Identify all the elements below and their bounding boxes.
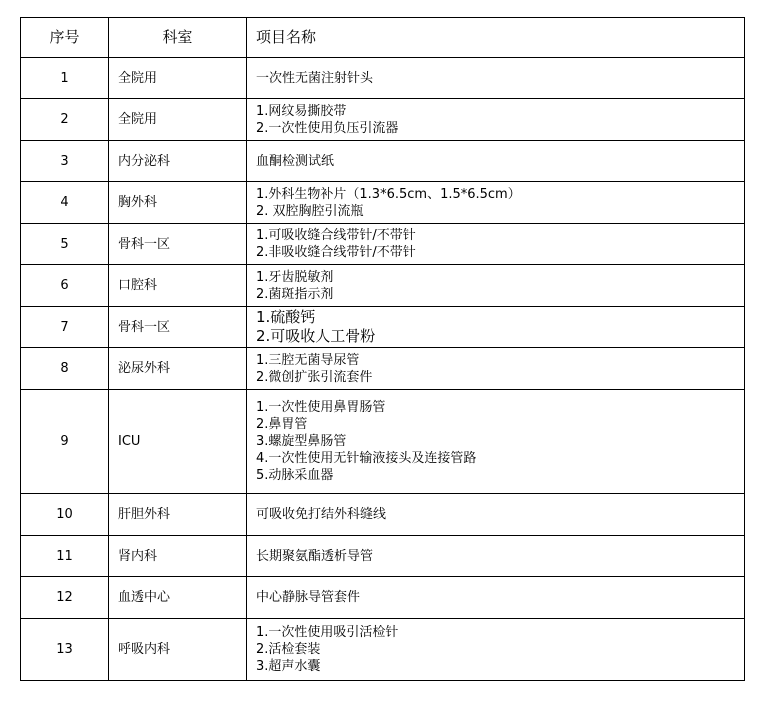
table-row <box>21 390 745 494</box>
row-project <box>247 348 745 390</box>
project-line: 1.可吸收缝合线带针/不带针 <box>256 228 416 243</box>
row-dept: 全院用 <box>109 99 247 141</box>
row-number: 4 <box>21 182 109 224</box>
project-line: 3.超声水囊 <box>256 659 321 674</box>
table-row <box>21 536 745 577</box>
row-number: 12 <box>21 577 109 619</box>
project-line: 3.螺旋型鼻肠管 <box>256 434 347 449</box>
header-no: 序号 <box>21 18 109 58</box>
row-project <box>247 58 745 99</box>
table-row <box>21 348 745 390</box>
table-row <box>21 619 745 681</box>
row-number: 2 <box>21 99 109 141</box>
row-dept: 内分泌科 <box>109 141 247 182</box>
project-line: 2.可吸收人工骨粉 <box>256 327 376 345</box>
row-dept: 呼吸内科 <box>109 619 247 681</box>
project-line: 一次性无菌注射针头 <box>256 70 374 86</box>
project-line: 1.外科生物补片（1.3*6.5cm、1.5*6.5cm） <box>256 186 521 202</box>
row-project <box>247 307 745 348</box>
row-project <box>247 141 745 182</box>
row-number: 1 <box>21 58 109 99</box>
row-number: 5 <box>21 224 109 265</box>
row-number: 9 <box>21 390 109 494</box>
row-number: 6 <box>21 265 109 307</box>
header-project: 项目名称 <box>247 18 745 58</box>
project-line: 2.一次性使用负压引流器 <box>256 120 399 136</box>
row-project <box>247 224 745 265</box>
project-line: 1.一次性使用吸引活检针 <box>256 625 399 640</box>
row-project <box>247 619 745 681</box>
project-line: 5.动脉采血器 <box>256 468 334 483</box>
project-line: 4.一次性使用无针输液接头及连接管路 <box>256 451 477 466</box>
row-number: 3 <box>21 141 109 182</box>
row-project <box>247 536 745 577</box>
row-dept: ICU <box>109 390 247 494</box>
table-row <box>21 577 745 619</box>
row-number: 7 <box>21 307 109 348</box>
row-project <box>247 390 745 494</box>
row-dept: 泌尿外科 <box>109 348 247 390</box>
row-dept: 骨科一区 <box>109 307 247 348</box>
row-number: 13 <box>21 619 109 681</box>
row-dept: 胸外科 <box>109 182 247 224</box>
project-line: 长期聚氨酯透析导管 <box>256 548 374 564</box>
row-number: 11 <box>21 536 109 577</box>
project-line: 1.一次性使用鼻胃肠管 <box>256 400 386 415</box>
table-row <box>21 224 745 265</box>
row-dept: 血透中心 <box>109 577 247 619</box>
table-row <box>21 182 745 224</box>
project-line: 2.微创扩张引流套件 <box>256 369 373 385</box>
table-row <box>21 307 745 348</box>
table-row <box>21 141 745 182</box>
row-project <box>247 494 745 536</box>
project-line: 2.鼻胃管 <box>256 417 308 432</box>
project-line: 可吸收免打结外科缝线 <box>256 507 387 522</box>
table-row <box>21 265 745 307</box>
row-project <box>247 182 745 224</box>
project-line: 1.网纹易撕胶带 <box>256 103 347 119</box>
project-line: 1.牙齿脱敏剂 <box>256 269 334 285</box>
project-line: 1.三腔无菌导尿管 <box>256 352 360 368</box>
project-line: 2.活检套装 <box>256 642 321 657</box>
row-dept: 骨科一区 <box>109 224 247 265</box>
table-row <box>21 99 745 141</box>
row-dept: 口腔科 <box>109 265 247 307</box>
project-line: 2.非吸收缝合线带针/不带针 <box>256 245 416 260</box>
table-row <box>21 494 745 536</box>
project-line: 2.菌斑指示剂 <box>256 286 334 302</box>
header-dept: 科室 <box>109 18 247 58</box>
table-row <box>21 58 745 99</box>
header-row <box>21 18 745 58</box>
row-project <box>247 265 745 307</box>
row-number: 10 <box>21 494 109 536</box>
project-line: 2. 双腔胸腔引流瓶 <box>256 203 364 219</box>
row-dept: 全院用 <box>109 58 247 99</box>
project-line: 1.硫酸钙 <box>256 308 316 326</box>
items-table <box>20 17 745 681</box>
row-dept: 肾内科 <box>109 536 247 577</box>
row-dept: 肝胆外科 <box>109 494 247 536</box>
row-number: 8 <box>21 348 109 390</box>
project-line: 血酮检测试纸 <box>256 153 335 169</box>
row-project <box>247 577 745 619</box>
project-line: 中心静脉导管套件 <box>256 590 361 605</box>
row-project <box>247 99 745 141</box>
